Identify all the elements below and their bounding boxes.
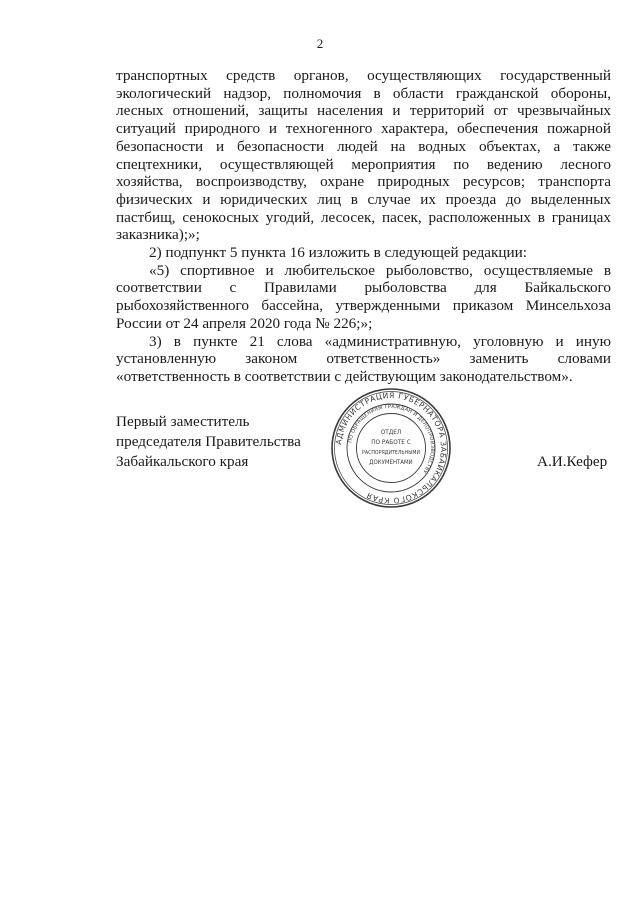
stamp-center-text <box>362 428 421 466</box>
stamp-center-line-2: ПО РАБОТЕ С <box>371 438 411 446</box>
signatory-position-line-1: Первый заместитель <box>116 413 250 430</box>
paragraph-2: 2) подпункт 5 пункта 16 изложить в следующей редакции: <box>149 244 528 262</box>
paragraph-4: 3) в пункте 21 слова «административную, уголовную и иную установленную законом ответственность» заменить словами «ответственность в соответствии с действующим законодательством». <box>116 332 611 385</box>
paragraph-3: «5) спортивное и любительское рыболовство, осуществляемые в соответствии с Правилами рыболовства для Байкальского рыбохозяйственного бассейна, утвержденными приказом Минсельхоза России от 24 апреля 2020 года № 226;»; <box>116 261 611 332</box>
stamp-center-line-4: ДОКУМЕНТАМИ <box>369 459 413 466</box>
page-number: 2 <box>316 36 324 51</box>
stamp-outer-text: АДМИНИСТРАЦИЯ ГУБЕРНАТОРА ЗАБАЙКАЛЬСКОГО КРАЯ <box>334 390 449 506</box>
signatory-position <box>116 412 301 472</box>
signatory-position-line-2: председателя Правительства <box>116 433 301 450</box>
stamp-center-line-3: РАСПОРЯДИТЕЛЬНЫМИ <box>362 450 421 456</box>
signatory-position-line-3: Забайкальского края <box>116 453 249 470</box>
signatory-name: А.И.Кефер <box>537 453 608 470</box>
document-body <box>116 67 611 386</box>
stamp-center-line-1: ОТДЕЛ <box>380 428 402 436</box>
stamp-middle-text: ПО ОБРАЩЕНИЯМ ГРАЖДАН И ДЕЛОПРОИЗВОДСТВУ <box>347 403 436 475</box>
official-stamp <box>330 387 452 509</box>
paragraph-1: транспортных средств органов, осуществляющих государственный экологический надзор, полномочия в области гражданской обороны, лесных отношений, защиты населения и территорий от чрезвычайных ситуаций природного и техногенного характера, обеспечения пожарной безопасности и безопасности людей на водных объектах, а также спецтехники, осуществляющей мероприятия по ведению лесного хозяйства, воспроизводству, охране природных ресурсов; транспорта физических и юридических лиц в случае их проезда до выделенных пастбищ, сенокосных угодий, лесосек, пасек, расположенных в границах заказника);»; <box>116 67 611 244</box>
